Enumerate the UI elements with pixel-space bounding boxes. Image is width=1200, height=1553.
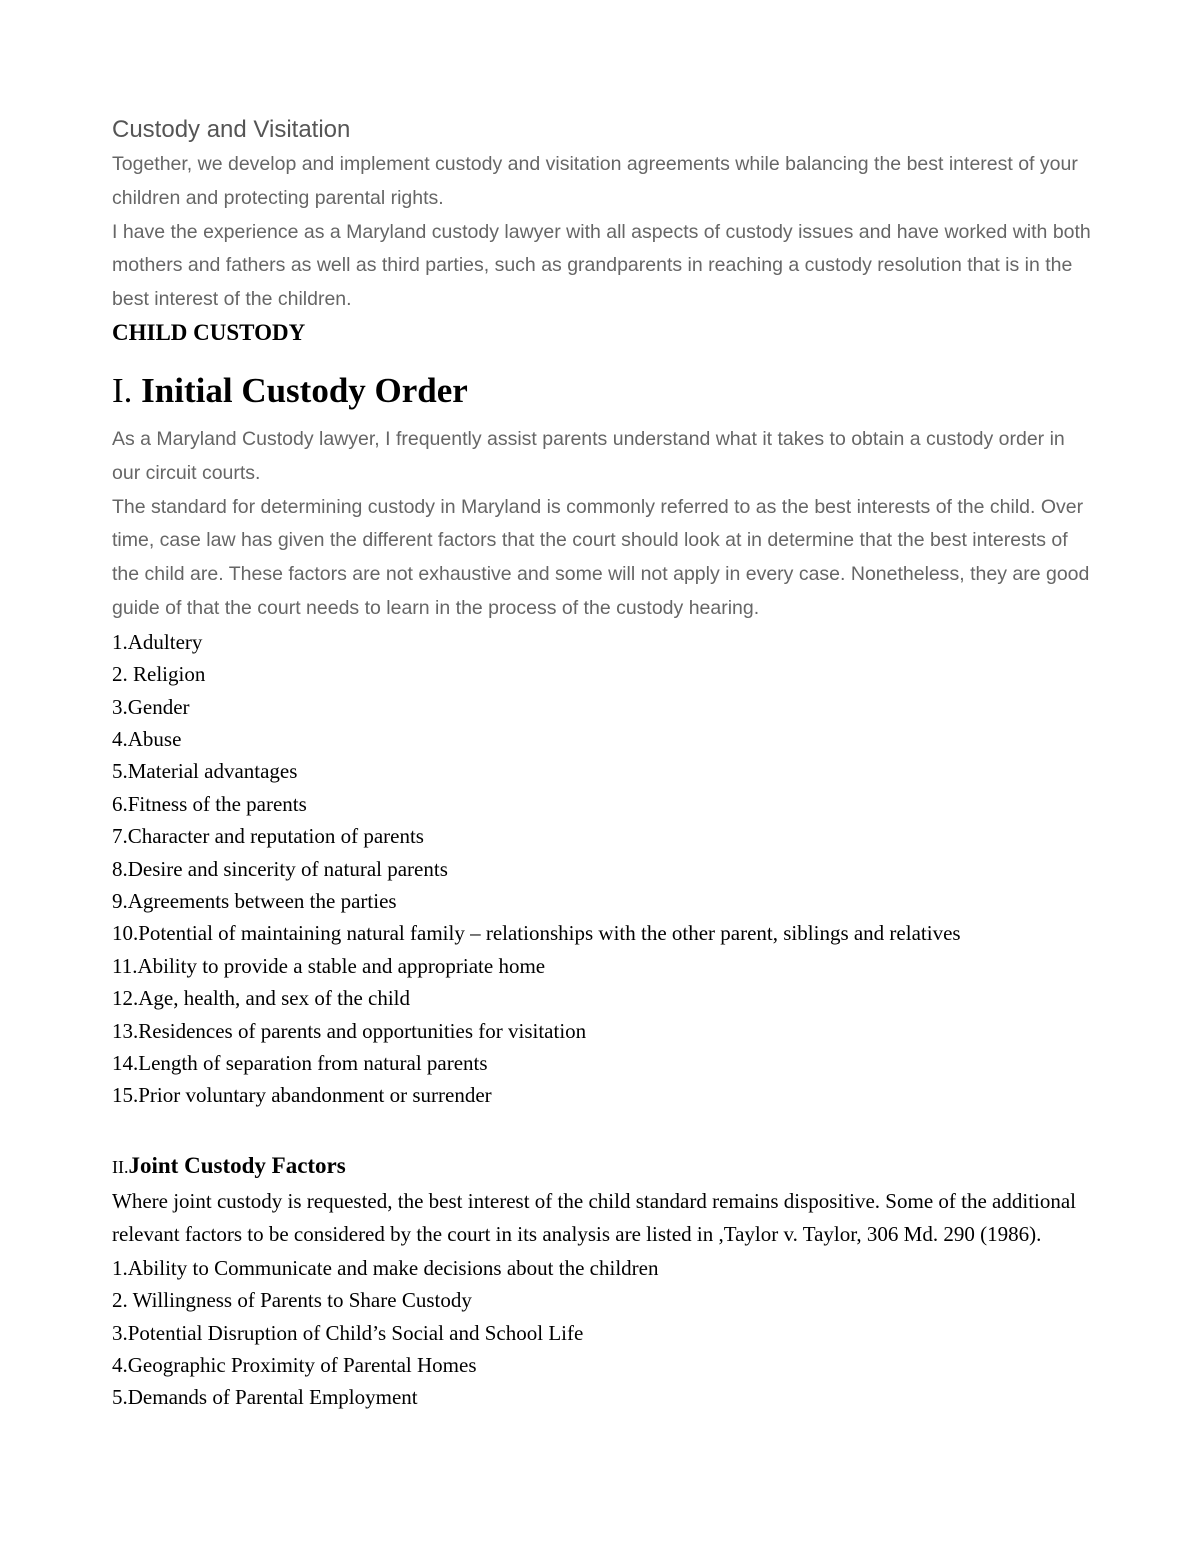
- list-item: 1.Adultery: [112, 629, 203, 654]
- list-item: 8.Desire and sincerity of natural parents: [112, 856, 448, 881]
- section1-paragraph: As a Maryland Custody lawyer, I frequently assist parents understand what it takes to obtain a custody order in our circuit courts.: [112, 427, 1065, 484]
- intro-paragraph: I have the experience as a Maryland custody lawyer with all aspects of custody issues and have worked with both mothers and fathers as well as third parties, such as grandparents in reaching a custody resolution that is in the best interest of the children.: [112, 220, 1091, 311]
- intro-paragraph: Together, we develop and implement custody and visitation agreements while balancing the best interest of your children and protecting parental rights.: [112, 153, 1078, 209]
- section1-title: Initial Custody Order: [141, 370, 468, 410]
- list-item: 11.Ability to provide a stable and appropriate home: [112, 953, 546, 978]
- list-item: 15.Prior voluntary abandonment or surrender: [112, 1083, 492, 1108]
- joint-custody-factors-list: [112, 1252, 1092, 1414]
- section1-number: I.: [112, 370, 133, 410]
- section2-number: II.: [112, 1156, 129, 1177]
- list-item: 3.Potential Disruption of Child’s Social and School Life: [112, 1320, 584, 1345]
- list-item: 13.Residences of parents and opportunities for visitation: [112, 1018, 587, 1043]
- list-item: 9.Agreements between the parties: [112, 889, 397, 914]
- document-page: [112, 112, 1092, 1414]
- section1-paragraph: The standard for determining custody in Maryland is commonly referred to as the best interests of the child. Over time, case law has given the different factors that the court should look at in determine that the best interests of the child are. These factors are not exhaustive and some will not apply in every case. Nonetheless, they are good guide of that the court needs to learn in the process of the custody hearing.: [112, 495, 1090, 619]
- document-title: Custody and Visitation: [112, 116, 351, 143]
- list-item: 2. Religion: [112, 662, 206, 687]
- list-item: 5.Material advantages: [112, 759, 298, 784]
- list-item: 2. Willingness of Parents to Share Custody: [112, 1288, 472, 1313]
- list-item: 12.Age, health, and sex of the child: [112, 986, 410, 1011]
- list-item: 1.Ability to Communicate and make decisions about the children: [112, 1255, 659, 1280]
- list-item: 14.Length of separation from natural parents: [112, 1051, 488, 1076]
- list-item: 3.Gender: [112, 694, 190, 719]
- list-item: 4.Geographic Proximity of Parental Homes: [112, 1353, 477, 1378]
- section-title: CHILD CUSTODY: [112, 319, 306, 345]
- list-item: 10.Potential of maintaining natural family – relationships with the other parent, siblings and relatives: [112, 921, 961, 946]
- list-item: 6.Fitness of the parents: [112, 791, 307, 816]
- section1-heading: [112, 369, 1092, 413]
- list-item: 5.Demands of Parental Employment: [112, 1385, 418, 1410]
- initial-custody-factors-list: [112, 626, 1092, 1112]
- section2-heading: [112, 1150, 1092, 1183]
- list-item: 7.Character and reputation of parents: [112, 824, 424, 849]
- section2-paragraph: Where joint custody is requested, the best interest of the child standard remains dispositive. Some of the additional relevant factors to be considered by the court in its analysis are listed in ,Taylor v. Taylor, 306 Md. 290 (1986).: [112, 1188, 1077, 1247]
- list-item: 4.Abuse: [112, 726, 182, 751]
- section2-title: Joint Custody Factors: [128, 1152, 346, 1178]
